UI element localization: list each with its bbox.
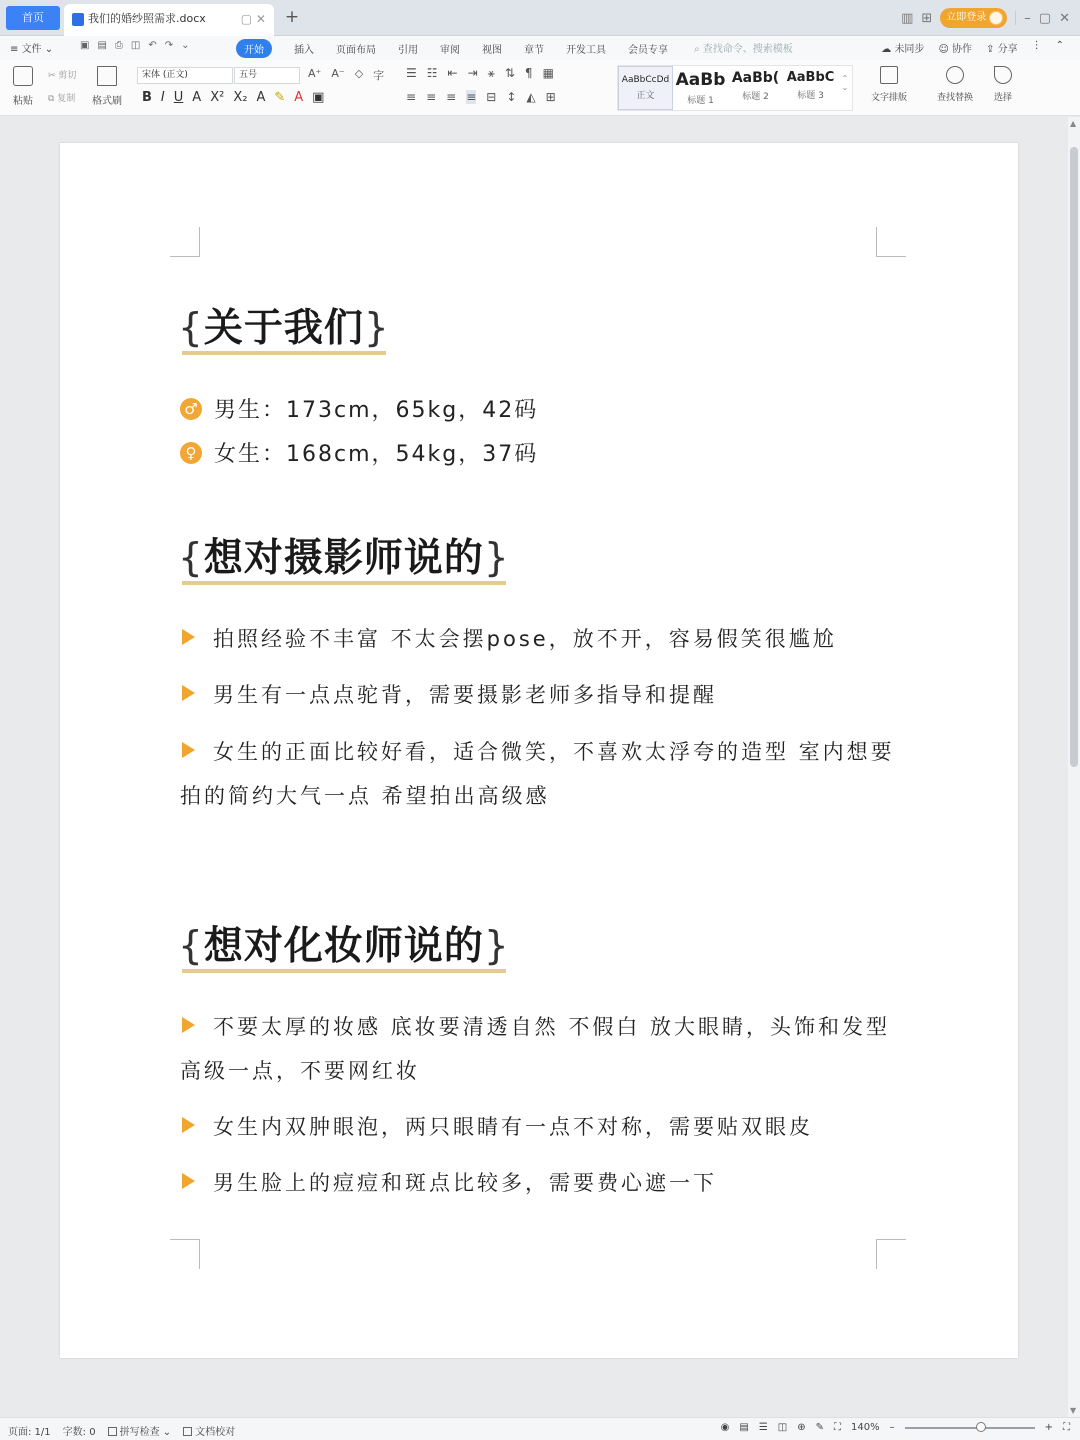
list-item-text: 男生脸上的痘痘和斑点比较多，需要费心遮一下 [213, 1171, 717, 1195]
format-painter-label: 格式刷 [92, 96, 122, 107]
margin-mark-bottom-right [876, 1239, 906, 1269]
stat-text: 女生：168cm，54kg，37码 [214, 442, 539, 467]
tab-page-layout[interactable]: 页面布局 [336, 45, 376, 56]
document-tab[interactable] [64, 4, 274, 36]
scroll-down-icon[interactable]: ▼ [1070, 1406, 1077, 1415]
cursor-icon [994, 66, 1012, 84]
decrease-indent-icon[interactable]: ⇤ [447, 66, 458, 80]
numbered-list-icon[interactable]: ☷ [426, 66, 438, 80]
tab-view[interactable]: 视图 [482, 45, 502, 56]
heading-to-photographer: {想对摄影师说的} [178, 527, 510, 583]
grow-font-icon[interactable]: A⁺ [308, 67, 322, 80]
justify-icon[interactable]: ≡ [466, 90, 477, 104]
shading-icon[interactable]: ◭ [526, 90, 536, 104]
document-tab-label: 我们的婚纱照需求.docx [88, 12, 206, 25]
sort-icon[interactable]: ⇅ [504, 66, 515, 80]
fit-page-icon[interactable]: ⛶ [834, 1422, 842, 1433]
margin-mark-bottom-left [170, 1239, 200, 1269]
collab-label: 协作 [952, 44, 973, 55]
paste-label: 粘贴 [13, 96, 33, 107]
zoom-slider[interactable] [905, 1427, 1035, 1429]
list-item [180, 730, 900, 818]
superscript-button[interactable]: X² [210, 90, 225, 105]
list-item-text: 拍照经验不丰富 不太会摆pose，放不开，容易假笑很尴尬 [213, 627, 837, 651]
document-page[interactable] [60, 143, 1018, 1358]
page-count[interactable]: 页面: 1/1 [8, 1427, 51, 1438]
highlight-button[interactable]: ✎ [274, 90, 286, 105]
cut-label: 剪切 [58, 71, 77, 81]
table-tools-icon[interactable]: ▦ [542, 66, 554, 80]
margin-mark-top-left [170, 227, 200, 257]
eye-protection-icon[interactable]: ◉ [720, 1422, 730, 1433]
window-controls [901, 5, 1070, 31]
outline-view-icon[interactable]: ☰ [758, 1422, 768, 1433]
menu-right-actions [881, 40, 1064, 55]
heading-about-us: {关于我们} [178, 297, 390, 353]
align-left-icon[interactable]: ≡ [406, 90, 417, 104]
find-replace-label: 查找替换 [936, 93, 973, 103]
save-icon[interactable]: ▣ [80, 40, 90, 51]
text-layout-icon [880, 66, 898, 84]
shrink-font-icon[interactable]: A⁻ [331, 67, 345, 80]
bullet-triangle-icon [182, 742, 195, 758]
style-label: 正文 [636, 91, 655, 101]
style-scroll-icon[interactable]: ⌃ ⌄ [841, 74, 849, 92]
text-layout-label: 文字排版 [870, 93, 907, 103]
word-count[interactable]: 字数: 0 [62, 1427, 96, 1438]
sync-label: 未同步 [894, 44, 925, 55]
file-menu-label: 文件 [21, 44, 42, 55]
list-item-text: 男生有一点点驼背，需要摄影老师多指导和提醒 [213, 683, 717, 707]
web-view-icon[interactable]: ⊕ [797, 1422, 806, 1433]
bold-button[interactable]: B [142, 90, 152, 105]
new-tab-button[interactable]: + [284, 7, 300, 27]
paragraph-row-2 [406, 90, 556, 104]
style-preview: AaBb [675, 70, 726, 90]
style-label: 标题 1 [687, 96, 714, 106]
zoom-in-button[interactable]: + [1044, 1422, 1053, 1433]
heading-underline [182, 969, 506, 973]
bullet-triangle-icon [182, 629, 195, 645]
maximize-icon[interactable]: ▢ [1038, 10, 1052, 26]
cut-button[interactable]: ✂ 剪切 [48, 71, 77, 81]
paragraph-row-1 [406, 66, 554, 81]
show-marks-icon[interactable]: ¶ [524, 66, 533, 80]
style-preview: AaBbC [786, 70, 835, 85]
bullet-triangle-icon [182, 1117, 195, 1133]
heading-to-makeup-artist: {想对化妆师说的} [178, 915, 510, 971]
home-tab[interactable]: 首页 [6, 6, 60, 30]
share-label: 分享 [997, 44, 1018, 55]
tab-review[interactable]: 审阅 [440, 45, 460, 56]
style-preview: AaBbCcDd [621, 75, 670, 85]
phonetic-icon[interactable]: 字 [373, 69, 385, 82]
export-icon[interactable]: ▤ [97, 40, 107, 51]
style-label: 标题 3 [797, 91, 824, 101]
heading-underline [182, 351, 386, 355]
clear-format-icon[interactable]: ◇ [354, 67, 364, 80]
text-layout-button[interactable] [862, 66, 916, 103]
align-right-icon[interactable]: ≡ [446, 90, 457, 104]
zoom-slider-knob[interactable] [976, 1422, 986, 1432]
heading-text: 关于我们 [203, 306, 364, 351]
male-icon: ♂ [180, 398, 202, 420]
preview-icon[interactable]: ◫ [130, 40, 141, 51]
subscript-button[interactable]: X₂ [233, 90, 248, 105]
login-button[interactable] [940, 8, 1007, 28]
spell-check-toggle[interactable]: 拼写检查 ⌄ [108, 1423, 172, 1438]
list-item [180, 673, 900, 717]
redo-icon[interactable]: ↷ [164, 40, 174, 51]
distribute-icon[interactable]: ⊟ [486, 90, 497, 104]
title-bar [0, 0, 1080, 36]
collapse-ribbon-icon[interactable]: ⌃ [1055, 40, 1064, 51]
style-preview: AaBb( [731, 70, 780, 86]
collab-button[interactable]: ☺ 协作 [938, 44, 973, 55]
clipboard-icon [13, 66, 33, 86]
more-icon[interactable]: ⋮ [1031, 40, 1042, 51]
format-painter-button[interactable] [90, 66, 124, 107]
avatar-icon [989, 11, 1003, 25]
share-button[interactable]: ⇪ 分享 [986, 44, 1018, 55]
tab-start[interactable]: 开始 [236, 39, 272, 58]
stat-male [180, 393, 538, 424]
font-tools-row [308, 67, 384, 83]
proofread-icon [183, 1427, 192, 1436]
scroll-up-icon[interactable]: ▲ [1070, 119, 1077, 128]
list-item-text: 女生的正面比较好看，适合微笑，不喜欢太浮夸的造型 室内想要拍的简约大气一点 希望拍出高级感 [180, 740, 895, 808]
close-tab-icon[interactable]: ▢ ✕ [240, 12, 266, 26]
proofread-label: 文档校对 [195, 1427, 236, 1438]
write-mode-icon[interactable]: ✎ [815, 1422, 825, 1433]
list-item [180, 1161, 900, 1205]
copy-label: 复制 [57, 94, 76, 104]
word-doc-icon [72, 13, 84, 26]
tab-section[interactable]: 章节 [524, 45, 544, 56]
quick-access-toolbar [80, 40, 190, 51]
document-area[interactable] [0, 117, 1068, 1417]
select-label: 选择 [993, 93, 1012, 103]
tab-references[interactable]: 引用 [398, 45, 418, 56]
vertical-scrollbar[interactable] [1068, 117, 1080, 1417]
status-right [721, 1422, 1070, 1433]
brush-icon [97, 66, 117, 86]
fullscreen-icon[interactable]: ⛶ [1063, 1422, 1070, 1433]
divider [1015, 11, 1016, 25]
proofread-button[interactable] [183, 1423, 235, 1438]
scrollbar-thumb[interactable] [1070, 147, 1078, 767]
font-color-button[interactable]: A [294, 90, 304, 105]
menu-bar [0, 36, 1080, 60]
bullet-triangle-icon [182, 685, 195, 701]
tab-member[interactable]: 会员专享 [628, 45, 668, 56]
login-label: 立即登录 [946, 12, 987, 23]
file-menu[interactable]: ≡ 文件 ⌄ [10, 44, 54, 55]
search-placeholder: 查找命令、搜索模板 [702, 44, 793, 55]
underline-button[interactable]: U [173, 90, 184, 105]
search-icon: ⌕ [694, 44, 700, 55]
magnifier-icon [946, 66, 964, 84]
female-icon: ♀ [180, 442, 202, 464]
paste-button[interactable] [6, 66, 40, 107]
command-search[interactable] [694, 40, 793, 55]
ribbon [0, 60, 1080, 116]
apps-grid-icon[interactable]: ⊞ [921, 10, 933, 26]
sync-button[interactable]: ☁ 未同步 [881, 44, 925, 55]
minimize-icon[interactable]: – [1024, 10, 1031, 26]
stat-text: 男生：173cm，65kg，42码 [214, 398, 539, 423]
undo-icon[interactable]: ↶ [148, 40, 157, 51]
bullet-list-icon[interactable]: ☰ [406, 66, 417, 80]
reading-view-icon[interactable]: ◫ [777, 1422, 788, 1433]
font-name-select[interactable]: 宋体 (正文) [137, 67, 233, 84]
strikethrough-button[interactable]: A [192, 90, 202, 105]
font-size-select[interactable]: 五号 [234, 67, 300, 84]
format-row [142, 90, 324, 105]
zoom-level[interactable]: 140% [851, 1422, 880, 1433]
heading-underline [182, 581, 506, 585]
list-item-text: 不要太厚的妆感 底妆要清透自然 不假白 放大眼睛，头饰和发型高级一点，不要网红妆 [180, 1015, 891, 1083]
spell-check-label: 拼写检查 [119, 1427, 160, 1438]
checkbox-icon [108, 1427, 117, 1436]
dropdown-icon[interactable]: ⌄ [181, 40, 190, 51]
increase-indent-icon[interactable]: ⇥ [467, 66, 478, 80]
select-button[interactable] [986, 66, 1020, 103]
style-heading-3[interactable] [783, 66, 838, 110]
ribbon-tabs [236, 39, 668, 58]
tab-insert[interactable]: 插入 [294, 45, 314, 56]
heading-text: 想对化妆师说的 [203, 924, 484, 969]
list-item [180, 617, 900, 661]
line-spacing-icon[interactable]: ↕ [506, 90, 517, 104]
list-item-text: 女生内双肿眼泡，两只眼睛有一点不对称，需要贴双眼皮 [213, 1115, 813, 1139]
char-border-button[interactable]: ▣ [312, 90, 325, 105]
list-item [180, 1005, 900, 1093]
bullet-triangle-icon [182, 1017, 195, 1033]
print-icon[interactable]: ⎙ [114, 40, 123, 51]
style-heading-2[interactable] [728, 66, 783, 110]
close-window-icon[interactable]: ✕ [1059, 10, 1070, 26]
copy-button[interactable]: ⧉ 复制 [48, 94, 76, 104]
status-left [8, 1423, 235, 1438]
list-item [180, 1105, 900, 1149]
text-effect-button[interactable]: A [256, 90, 266, 105]
style-label: 标题 2 [742, 92, 769, 102]
tab-developer[interactable]: 开发工具 [566, 45, 606, 56]
heading-text: 想对摄影师说的 [203, 536, 484, 581]
bullet-triangle-icon [182, 1173, 195, 1189]
align-center-icon[interactable]: ≡ [426, 90, 437, 104]
style-normal[interactable] [618, 66, 673, 110]
find-replace-button[interactable] [928, 66, 982, 103]
border-icon[interactable]: ⊞ [545, 90, 556, 104]
status-bar [0, 1417, 1080, 1440]
margin-mark-top-right [876, 227, 906, 257]
style-gallery [617, 65, 853, 111]
page-view-icon[interactable]: ▤ [739, 1422, 749, 1433]
style-heading-1[interactable] [673, 66, 728, 110]
zoom-out-button[interactable]: – [889, 1422, 895, 1433]
chinese-layout-icon[interactable]: ⚹ [487, 66, 495, 80]
italic-button[interactable]: I [160, 90, 165, 105]
stat-female [180, 437, 538, 468]
layout-icon[interactable]: ▥ [901, 10, 914, 26]
